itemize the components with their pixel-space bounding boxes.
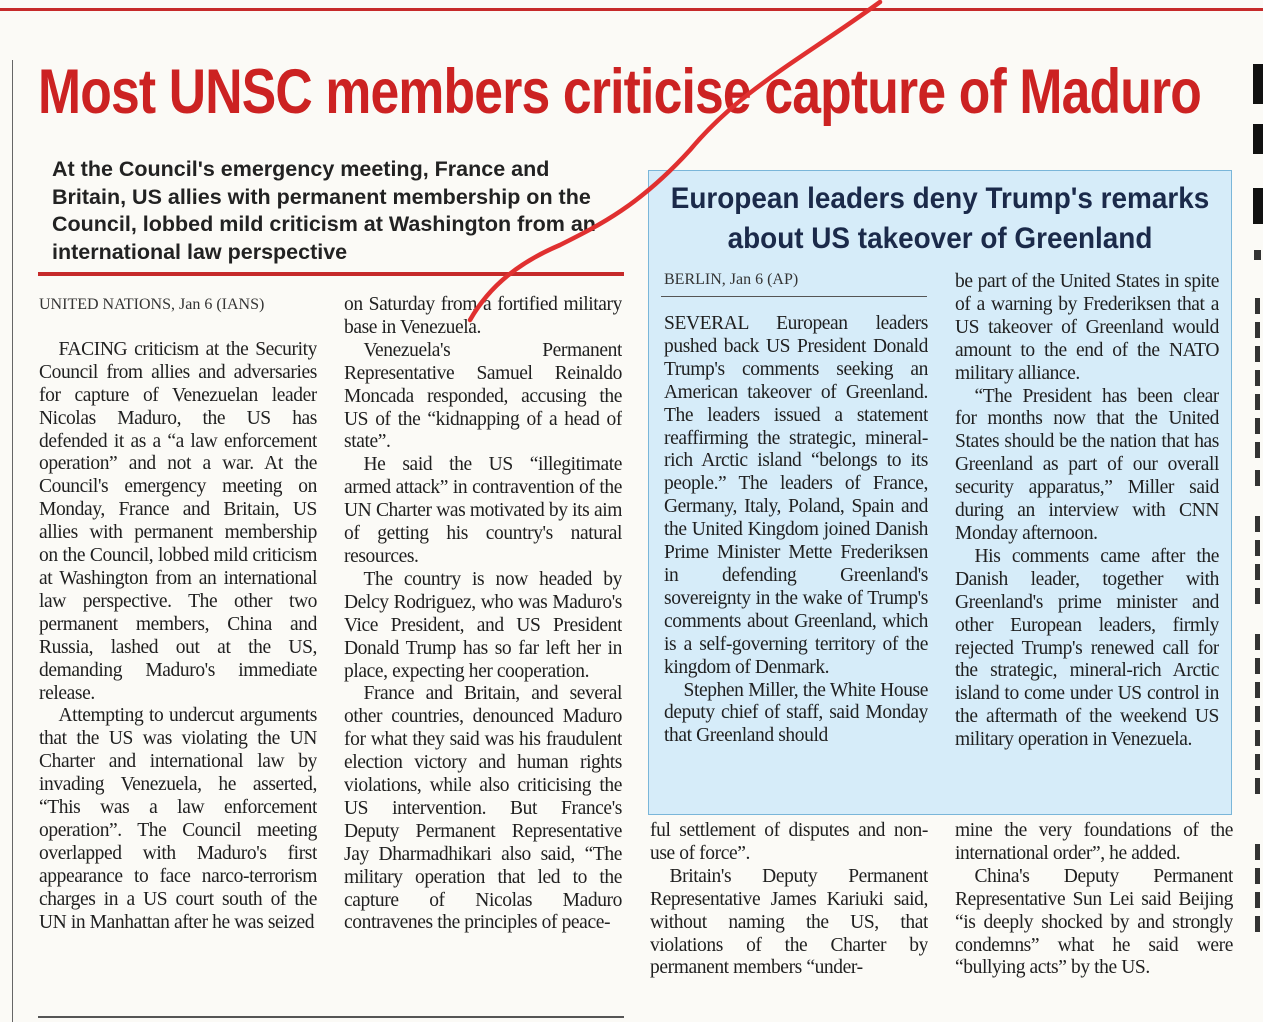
cropped-text-edge: [1252, 60, 1263, 1022]
sidebar-column-1: [664, 313, 928, 853]
deck-red-rule: [38, 272, 624, 276]
sidebar-story-box: [648, 170, 1232, 815]
sidebar-dateline: BERLIN, Jan 6 (AP): [664, 271, 799, 288]
paragraph: The country is now headed by Delcy Rodriguez, who was Maduro's Vice President, and US President Donald Trump has so far left her in place, expecting her cooperation.: [344, 568, 622, 682]
paragraph: FACING criticism at the Security Council from allies and adversaries for capture of Venezuelan leader Nicolas Maduro, the US has defended it as a “a law enforcement operation” and not a war. At the Council's emergency meeting on Monday, France and Britain, US allies with permanent membership on the Council, lobbed mild criticism at Washington from an international law perspective. The other two permanent members, China and Russia, lashed out at the US, demanding Maduro's immediate release.: [39, 338, 317, 704]
paragraph: China's Deputy Permanent Representative Sun Lei said Beijing “is deeply shocked by and strongly condemns” what he said were “bullying acts” by the US.: [955, 865, 1233, 979]
main-dateline: UNITED NATIONS, Jan 6 (IANS): [39, 296, 265, 313]
paragraph: ful settlement of disputes and non-use of force”.: [650, 820, 928, 864]
main-story-column-4: [955, 820, 1233, 990]
paragraph: be part of the United States in spite of a warning by Frederiksen that a US takeover of Greenland would amount to the end of the NATO military alliance.: [955, 271, 1219, 384]
next-story-headline-cut: [648, 1012, 1248, 1022]
paragraph: France and Britain, and several other countries, denounced Maduro for what they said was his fraudulent election victory and human rights violations, while also criticising the US intervention. But France's Deputy Permanent Representative Jay Dharmadhikari also said, “The military operation that led to the capture of Nicolas Maduro contravenes the principles of peace-: [344, 683, 622, 934]
paragraph: His comments came after the Danish leader, together with Greenland's prime minister and other European leaders, firmly rejected Trump's renewed call for the strategic, mineral-rich Arctic island to come under US control in the aftermath of the weekend US military operation in Venezuela.: [955, 545, 1219, 751]
bottom-rule: [38, 1016, 624, 1018]
paragraph: Britain's Deputy Permanent Representative James Kariuki said, without naming the US, that violations of the Charter by permanent members “under-: [650, 865, 928, 979]
paragraph: Venezuela's Permanent Representative Samuel Reinaldo Moncada responded, accusing the US of the “kidnapping of a head of state”.: [344, 339, 622, 453]
sidebar-column-2: [955, 271, 1219, 811]
page-headline: Most UNSC members criticise capture of Maduro: [38, 57, 1202, 127]
paragraph: on Saturday from a fortified military base in Venezuela.: [344, 294, 622, 338]
adjacent-column-edge: [1252, 60, 1263, 1022]
main-story-column-3: [650, 820, 928, 990]
paragraph: mine the very foundations of the international order”, he added.: [955, 820, 1233, 864]
story-deck: At the Council's emergency meeting, France and Britain, US allies with permanent membership on the Council, lobbed mild criticism at Washington from an international law perspective: [52, 157, 596, 264]
top-red-rule: [0, 8, 1263, 11]
main-story-column-2: [344, 294, 622, 984]
main-story-column-1: [39, 294, 317, 984]
paragraph: Stephen Miller, the White House deputy chief of staff, said Monday that Greenland should: [664, 679, 928, 747]
paragraph: SEVERAL European leaders pushed back US President Donald Trump's comments seeking an American takeover of Greenland. The leaders issued a statement reaffirming the strategic, mineral-rich Arctic island “belongs to its people.” The leaders of France, Germany, Italy, Poland, Spain and the United Kingdom joined Danish Prime Minister Mette Frederiksen in defending Greenland's sovereignty in the wake of Trump's comments about Greenland, which is a self-governing territory of the kingdom of Denmark.: [664, 313, 928, 678]
sidebar-headline: European leaders deny Trump's remarks about US takeover of Greenland: [670, 182, 1210, 255]
left-column-rule: [12, 60, 13, 1022]
paragraph: He said the US “illegitimate armed attack” in contravention of the UN Charter was motivated by its aim of getting his country's natural resources.: [344, 454, 622, 567]
paragraph: Attempting to undercut arguments that the US was violating the UN Charter and international law by invading Venezuela, he asserted, “This was a law enforcement operation”. The Council meeting overlapped with Maduro's first appearance to face narco-terrorism charges in a US court south of the UN in Manhattan after he was seized: [39, 705, 317, 933]
paragraph: “The President has been clear for months now that the United States should be the nation that has Greenland as part of our overall security apparatus,” Miller said during an interview with CNN Monday afternoon.: [955, 385, 1219, 544]
sidebar-dateline-rule: [661, 296, 927, 297]
